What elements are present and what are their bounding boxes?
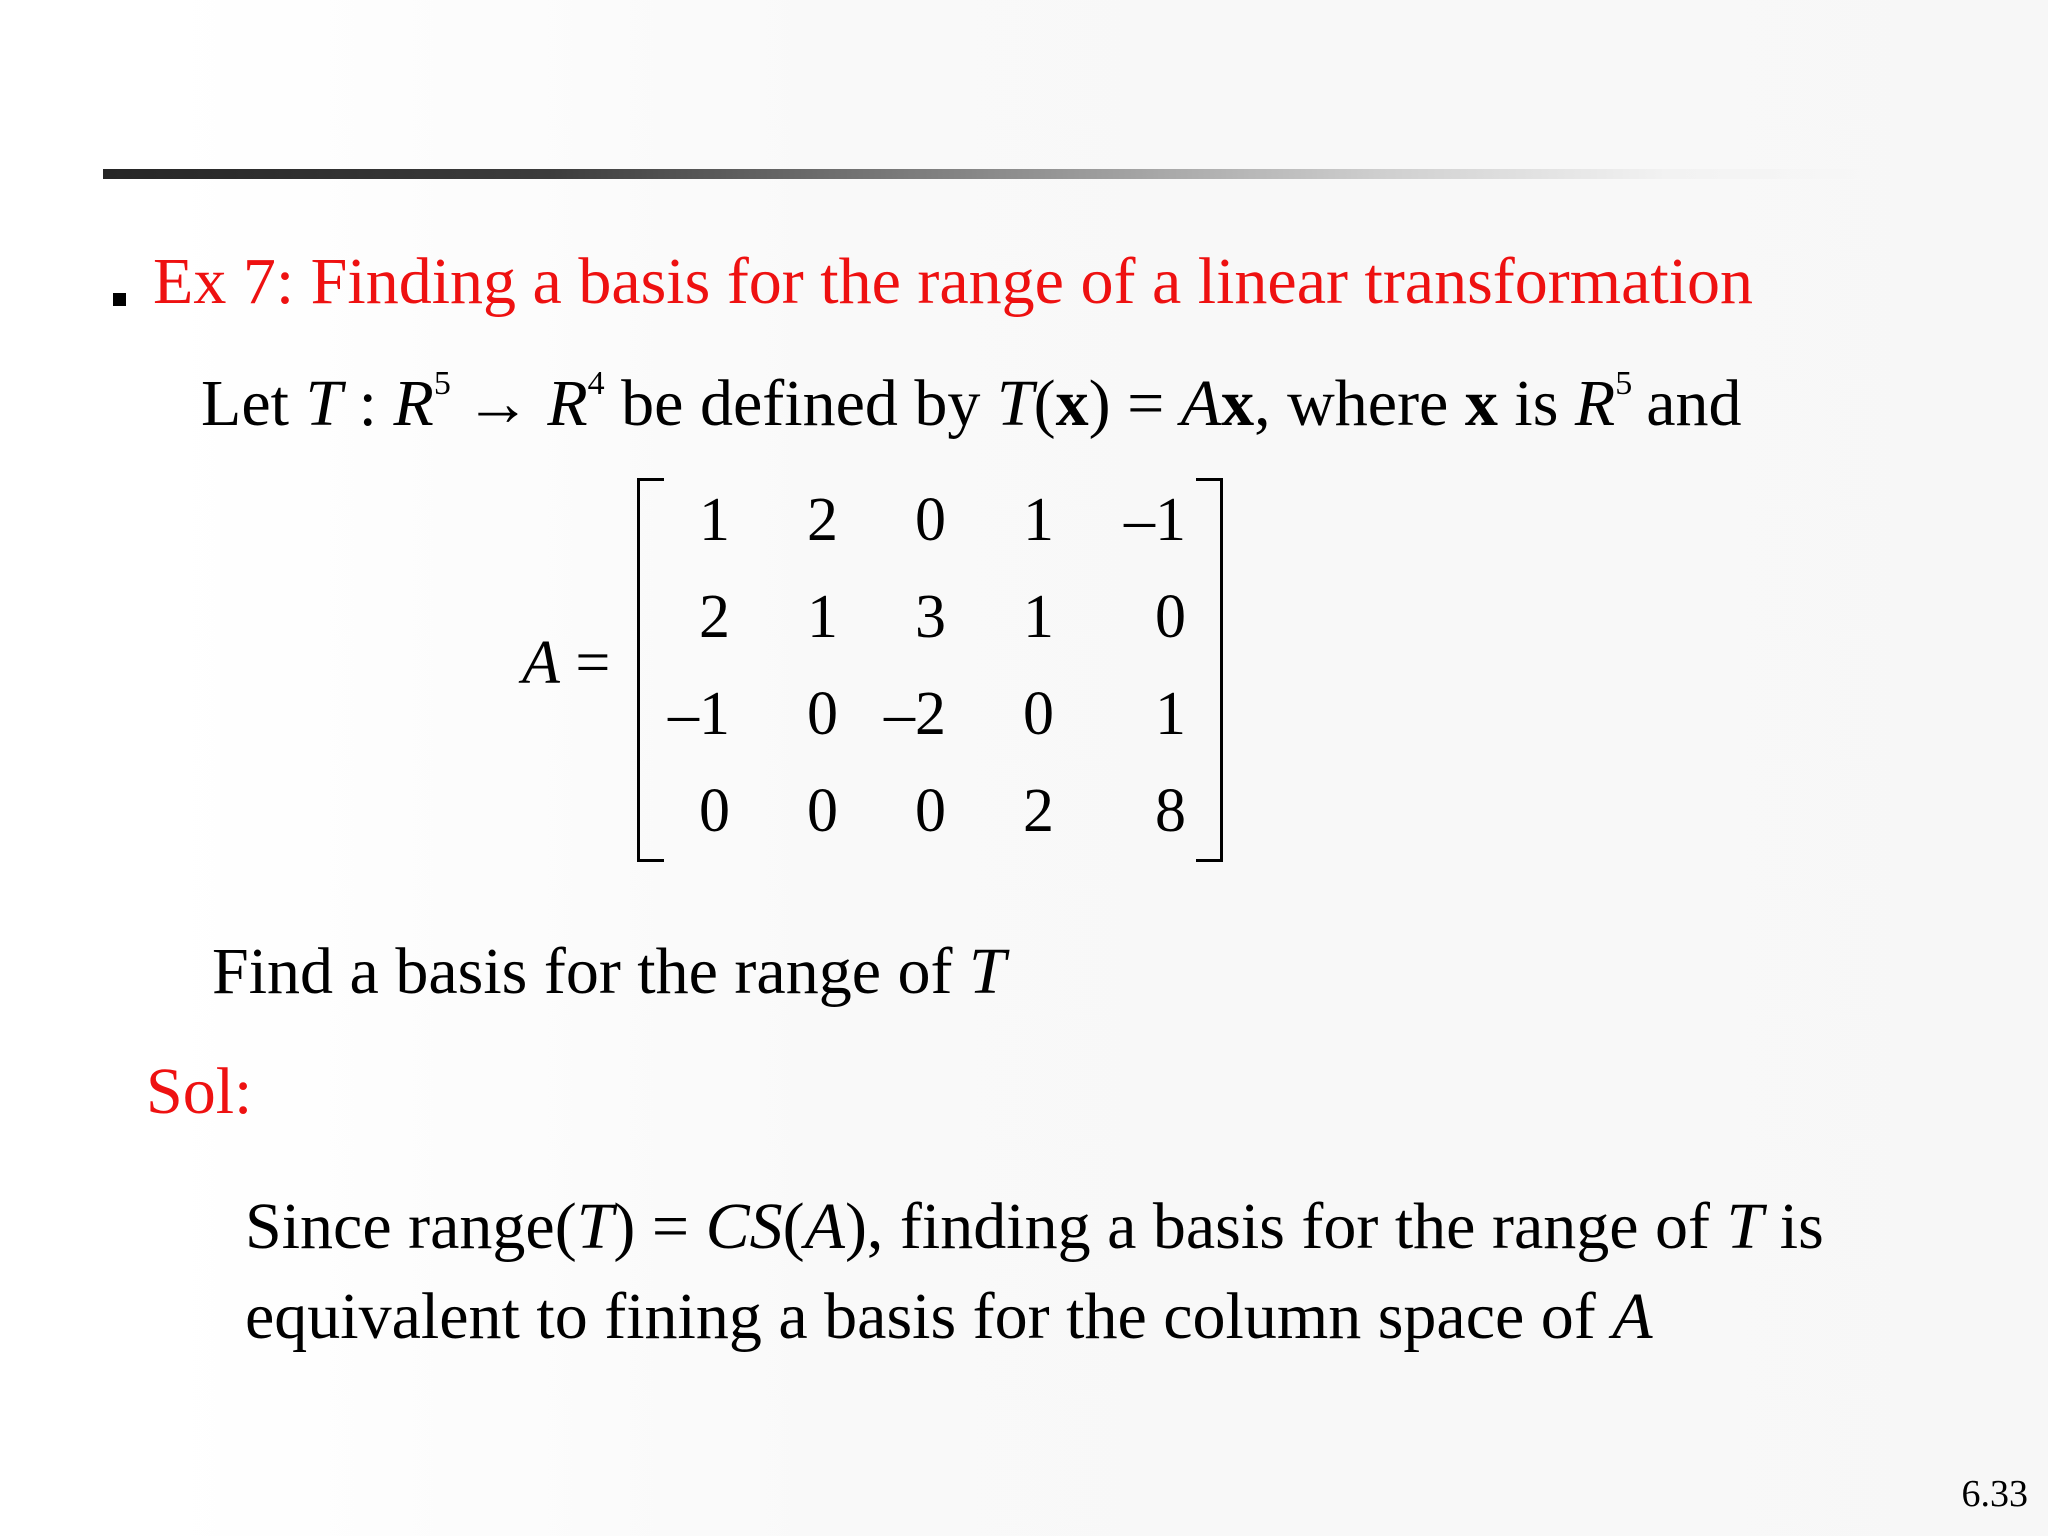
matrix-cell: 0 — [699, 777, 730, 845]
explanation-symbol-T: T — [576, 1190, 614, 1263]
matrix-name-A: A — [522, 629, 560, 697]
vector-x-where: x — [1464, 367, 1498, 440]
equals-sign: = — [1127, 367, 1165, 440]
explanation-line-1 — [245, 1182, 1824, 1272]
explanation-line-2 — [245, 1272, 1824, 1362]
explanation-symbol-CS: CS — [705, 1190, 783, 1263]
definition-where: , where — [1254, 367, 1449, 440]
matrix-label — [522, 628, 610, 699]
explanation-text: ), finding a basis for the range of — [844, 1190, 1711, 1263]
explanation-text: ( — [782, 1190, 805, 1263]
task-text: Find a basis for the range of — [212, 935, 953, 1008]
vector-x-product: x — [1221, 367, 1255, 440]
symbol-R-domain: R — [393, 367, 434, 440]
task-statement — [212, 934, 1006, 1010]
explanation-symbol-A: A — [804, 1190, 845, 1263]
explanation-symbol-A: A — [1612, 1280, 1653, 1353]
space-dimension: 5 — [1615, 365, 1633, 402]
explanation-symbol-T: T — [1726, 1190, 1764, 1263]
codomain-dimension: 4 — [587, 365, 605, 402]
task-symbol-T: T — [968, 935, 1006, 1008]
matrix-cell: 1 — [1023, 486, 1054, 554]
matrix-A — [660, 472, 1200, 860]
matrix-cell: 1 — [699, 486, 730, 554]
symbol-A: A — [1180, 367, 1222, 440]
matrix-right-bracket — [1196, 478, 1223, 862]
matrix-cell: 2 — [807, 486, 838, 554]
matrix-cell: –1 — [668, 680, 730, 748]
solution-label: Sol: — [146, 1055, 253, 1128]
matrix-cell: 1 — [1023, 583, 1054, 651]
domain-dimension: 5 — [433, 365, 451, 402]
symbol-colon: : — [358, 367, 378, 440]
example-heading: Ex 7: Finding a basis for the range of a linear transformation — [153, 245, 1754, 318]
page-number: 6.33 — [1961, 1473, 2028, 1515]
symbol-T: T — [305, 367, 343, 440]
matrix-cell: 0 — [915, 777, 946, 845]
vector-x: x — [1055, 367, 1089, 440]
matrix-cell: 0 — [915, 486, 946, 554]
matrix-cell: 1 — [1155, 680, 1186, 748]
matrix-cell: 0 — [1023, 680, 1054, 748]
symbol-R-codomain: R — [547, 367, 588, 440]
matrix-cell: –2 — [884, 680, 946, 748]
arrow-symbol: → — [464, 367, 531, 440]
matrix-cell: 0 — [1155, 583, 1186, 651]
explanation-text: Since range( — [245, 1190, 577, 1263]
explanation-text: equivalent to fining a basis for the column space of — [245, 1280, 1596, 1353]
matrix-equals: = — [575, 629, 611, 697]
matrix-cell: 8 — [1155, 777, 1186, 845]
matrix-cell: 0 — [807, 777, 838, 845]
definition-is: is — [1514, 367, 1559, 440]
paren-open: ( — [1033, 367, 1056, 440]
transformation-definition — [201, 366, 1742, 442]
definition-and: and — [1646, 367, 1742, 440]
explanation-text: ) = — [613, 1190, 706, 1263]
bullet-square-icon — [113, 293, 126, 306]
matrix-cell: 1 — [807, 583, 838, 651]
symbol-T-function: T — [996, 367, 1034, 440]
symbol-R-space: R — [1574, 367, 1616, 440]
matrix-cell: 0 — [807, 680, 838, 748]
definition-defined-by: be defined by — [621, 367, 981, 440]
paren-close: ) — [1088, 367, 1111, 440]
definition-let: Let — [201, 367, 289, 440]
matrix-cell: –1 — [1124, 486, 1186, 554]
title-divider-rule — [103, 169, 1880, 179]
explanation-text: is — [1779, 1190, 1824, 1263]
matrix-cell: 3 — [915, 583, 946, 651]
solution-explanation — [245, 1182, 1824, 1362]
matrix-cell: 2 — [1023, 777, 1054, 845]
matrix-cell: 2 — [699, 583, 730, 651]
